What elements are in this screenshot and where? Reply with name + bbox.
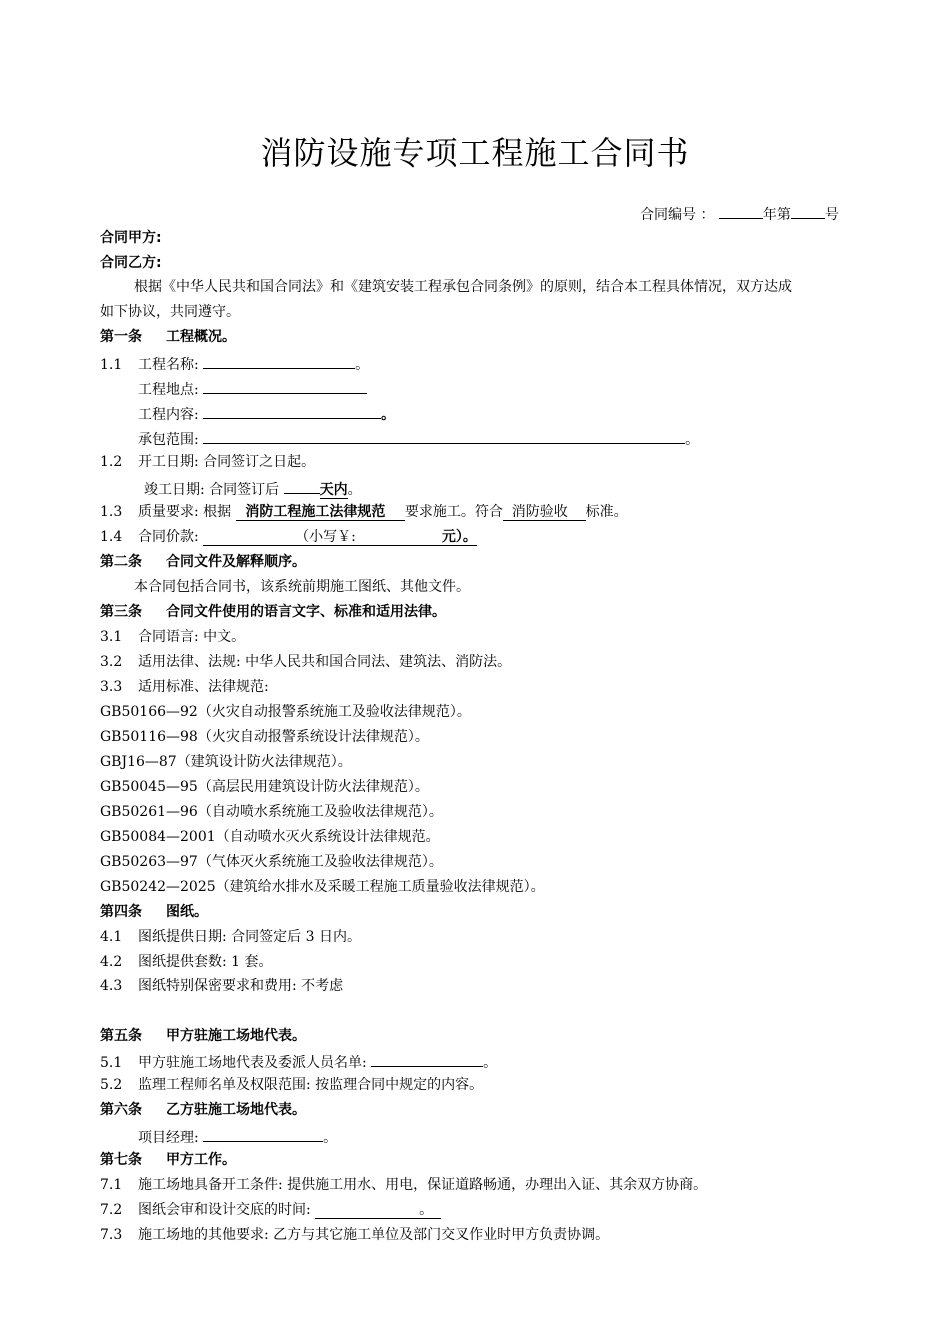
clause-4-1: 4.1 图纸提供日期: 合同签定后 3 日内。: [100, 929, 361, 945]
clause-3-1: 3.1 合同语言: 中文。: [100, 629, 246, 645]
document-title: 消防设施专项工程施工合同书: [260, 134, 690, 172]
clause-1-3: 1.3 质量要求: 根据 消防工程施工法律规范 要求施工。符合 消防验收 标准。: [100, 504, 628, 520]
project-name-field[interactable]: [203, 352, 355, 369]
clause-7-3: 7.3 施工场地的其他要求: 乙方与其它施工单位及部门交叉作业时甲方负责协调。: [100, 1227, 610, 1243]
article-2-heading: 第二条 合同文件及解释顺序。: [100, 554, 306, 570]
project-content-row: 工程内容: 。: [138, 402, 395, 425]
standard-item: GB50263—97（气体灭火系统施工及验收法律规范）。: [100, 854, 443, 870]
contract-scope-field[interactable]: [203, 427, 685, 444]
clause-3-3: 3.3 适用标准、法律规范:: [100, 679, 269, 695]
party-a-label: 合同甲方:: [100, 230, 162, 246]
completion-date-row: 竣工日期: 合同签订后 天内。: [144, 477, 362, 500]
contract-scope-row: 承包范围: 。: [138, 427, 699, 450]
project-location-row: 工程地点:: [138, 377, 367, 400]
article-5-heading: 第五条 甲方驻施工场地代表。: [100, 1028, 306, 1044]
clause-7-1: 7.1 施工场地具备开工条件: 提供施工用水、用电，保证道路畅通，办理出入证、其余双方协商。: [100, 1177, 708, 1193]
standard-item: GB50084—2001（自动喷水灭火系统设计法律规范。: [100, 829, 440, 845]
article-4-heading: 第四条 图纸。: [100, 904, 208, 920]
article-3-heading: 第三条 合同文件使用的语言文字、标准和适用法律。: [100, 604, 446, 620]
completion-days-field[interactable]: [284, 477, 320, 494]
clause-1-4: 1.4 合同价款: （小写￥: 元）。: [100, 529, 477, 545]
intro-line-2: 如下协议，共同遵守。: [100, 304, 240, 320]
clause-5-2: 5.2 监理工程师名单及权限范围: 按监理合同中规定的内容。: [100, 1077, 484, 1093]
drawing-review-time-field[interactable]: 。: [315, 1202, 441, 1219]
party-b-label: 合同乙方:: [100, 255, 162, 271]
clause-4-2: 4.2 图纸提供套数: 1 套。: [100, 954, 273, 970]
clause-5-1: 5.1 甲方驻施工场地代表及委派人员名单: 。: [100, 1050, 497, 1073]
clause-4-3: 4.3 图纸特别保密要求和费用: 不考虑: [100, 978, 344, 994]
contract-number-blank[interactable]: [719, 202, 763, 219]
clause-1-1: 1.1 工程名称: 。: [100, 352, 369, 375]
project-manager-field[interactable]: [203, 1125, 323, 1142]
contract-seq-blank[interactable]: [791, 202, 825, 219]
quality-standard-value: 消防工程施工法律规范: [236, 504, 405, 521]
clause-3-2: 3.2 适用法律、法规: 中华人民共和国合同法、建筑法、消防法。: [100, 654, 512, 670]
party-a-representative-field[interactable]: [371, 1050, 483, 1067]
standard-item: GB50045—95（高层民用建筑设计防火法律规范）。: [100, 779, 429, 795]
clause-7-2: 7.2 图纸会审和设计交底的时间: 。: [100, 1200, 441, 1220]
contract-price-field[interactable]: （小写￥: 元）。: [203, 529, 477, 546]
article-2-text: 本合同包括合同书，该系统前期施工图纸、其他文件。: [134, 579, 470, 595]
project-manager-row: 项目经理: 。: [138, 1125, 337, 1148]
article-6-heading: 第六条 乙方驻施工场地代表。: [100, 1102, 306, 1118]
standard-item: GB50166—92（火灾自动报警系统施工及验收法律规范）。: [100, 704, 471, 720]
article-1-heading: 第一条 工程概况。: [100, 329, 236, 345]
standard-item: GBJ16—87（建筑设计防火法律规范）。: [100, 754, 352, 770]
acceptance-standard-value: 消防验收: [503, 504, 586, 521]
clause-1-2: 1.2 开工日期: 合同签订之日起。: [100, 454, 316, 470]
article-7-heading: 第七条 甲方工作。: [100, 1152, 236, 1168]
intro-line-1: 根据《中华人民共和国合同法》和《建筑安装工程承包合同条例》的原则，结合本工程具体情况，双方达成: [134, 279, 792, 295]
project-content-field[interactable]: [203, 402, 381, 419]
standard-item: GB50116—98（火灾自动报警系统设计法律规范）。: [100, 729, 429, 745]
standard-item: GB50242—2025（建筑给水排水及采暖工程施工质量验收法律规范）。: [100, 879, 545, 895]
contract-number: 合同编号 ： 年第 号: [640, 202, 839, 225]
standard-item: GB50261—96（自动喷水系统施工及验收法律规范）。: [100, 804, 443, 820]
project-location-field[interactable]: [203, 377, 367, 394]
